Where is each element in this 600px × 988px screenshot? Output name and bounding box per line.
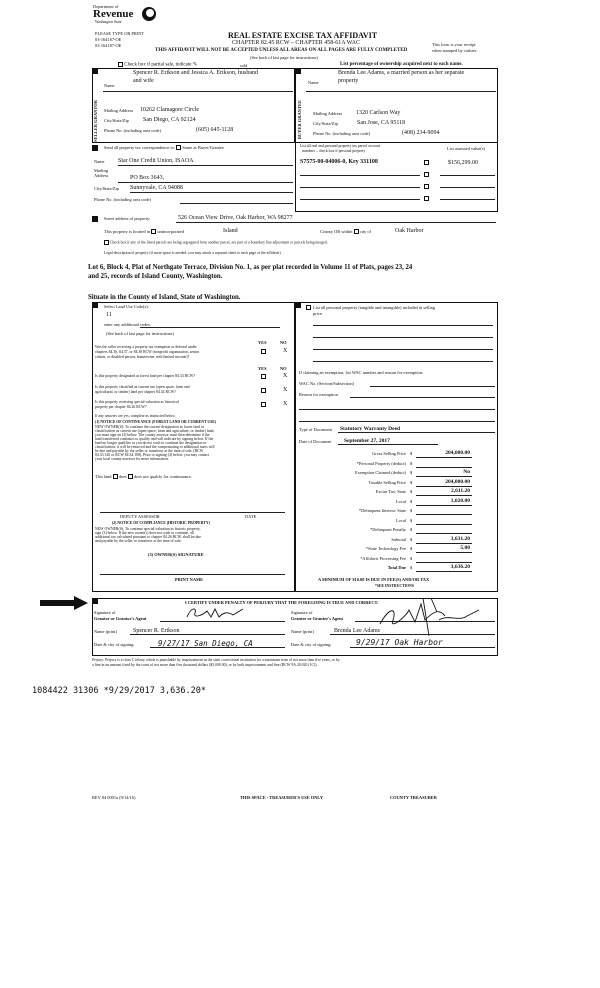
- section-3-marker: [92, 145, 98, 151]
- segregated-checkbox[interactable]: [104, 240, 109, 245]
- q3a: Is this property classified as current use (open space, farm and: [95, 385, 190, 389]
- doc-type-label: Type of Document: [299, 427, 332, 432]
- section-8-marker: [92, 598, 98, 604]
- no-hdr-1: NO: [280, 340, 287, 345]
- q2-no-x: X: [283, 373, 288, 379]
- perjury-2: a fine in an amount fixed by the court of not more than five thousand dollars ($5,000.00), or by both imprisonment and fine (RCW 9A.20.020 (1C)).: [92, 663, 318, 667]
- form-title: REAL ESTATE EXCISE TAX AFFIDAVIT: [228, 31, 378, 40]
- calc-label: Taxable Selling Price: [368, 479, 406, 485]
- calc-line: [416, 524, 472, 525]
- no-hdr-2: NO: [280, 366, 287, 371]
- seller-name-2: and wife: [133, 78, 154, 84]
- grantee-date: 9/29/17 Oak Harbor: [356, 638, 443, 647]
- buyer-name-1: Brenda Lee Adams, a married person as her separate: [338, 70, 465, 76]
- calc-label: Excise Tax: State: [375, 489, 406, 494]
- dollar-sign: $: [410, 546, 413, 551]
- calc-line: [416, 514, 472, 515]
- buyer-phone-value: (408) 234-9094: [402, 130, 440, 136]
- calc-line: [416, 495, 472, 496]
- buyer-name-2: property: [338, 78, 359, 84]
- see-instructions: *SEE INSTRUCTIONS: [375, 584, 414, 588]
- sold-label: sold: [240, 63, 248, 68]
- partial-sale-checkbox[interactable]: [118, 62, 123, 67]
- notice1-text: NEW OWNER(S): To continue the current designation as forest land or classification as current use (open space, farm and agriculture, or timber) land, you must sign on (3) below. The county assessor must then determine if the land transferred continues to qualify and will indicate by signing below. If the land no longer qualifies or you do not wish to continue the designation or classification, it will be removed and the compensating or additional taxes will be due and payable by the seller or transferor at the time of sale. (RCW 84.33.140 or RCW 84.34.108). Prior to signing (3) below, you may contact your local county assessor for more information.: [95, 425, 215, 461]
- dept-line2: Revenue: [93, 8, 134, 20]
- calc-value: 5.00: [460, 545, 470, 551]
- calc-label: *Affidavit Processing Fee: [360, 555, 406, 561]
- city-value: Oak Harbor: [395, 228, 424, 234]
- situate: Situate in the County of Island, State of Washington.: [88, 294, 241, 301]
- dollar-sign: $: [410, 555, 413, 561]
- code-1: 03-164187-OE: [95, 37, 122, 42]
- seller-city-label: City/State/Zip: [104, 118, 129, 123]
- buyer-side-label: BUYER GRANTEE: [297, 100, 302, 140]
- parcels-hdr1: List all real and personal property tax parcel account: [300, 144, 380, 148]
- calc-line: [416, 457, 472, 458]
- grantee-name-label: Name (print): [291, 629, 314, 634]
- yes-hdr-2: YES: [258, 366, 267, 371]
- dollar-sign: $: [410, 536, 413, 542]
- grantee-sig-label1: Signature of: [291, 610, 313, 615]
- buyer-name-label: Name: [308, 80, 319, 85]
- buyer-city-value: San Jose, CA 95118: [357, 120, 406, 126]
- notice2-text: NEW OWNER(S): To continue special valuation as historic property, sign (3) below. If the new owner(s) does not wish to continue, all additional tax calculated pursuant to chapter 84.26 RCW, shall be due and payable by the seller or transferor at the time of sale.: [95, 527, 201, 543]
- q1-no-x: X: [283, 348, 288, 354]
- doc-date-value: September 27, 2017: [344, 438, 390, 444]
- corr-city-label: City/State/Zip: [94, 186, 119, 191]
- seller-name-label: Name: [104, 83, 115, 88]
- does-not-checkbox[interactable]: [128, 474, 133, 479]
- q3-yes-checkbox[interactable]: [261, 388, 266, 393]
- parcel-number: S7575-00-04006-0, Key 331108: [300, 159, 378, 165]
- seller-phone-label: Phone No. (including area code): [104, 128, 161, 133]
- q1c: citizen, or disabled person, homeowner with limited income)?: [95, 355, 190, 359]
- treasurer-note: THIS SPACE - TREASURER'S USE ONLY: [240, 795, 323, 800]
- ownership-hdr: List percentage of ownership acquired next to each name.: [340, 62, 463, 67]
- land-use-label: Select Land Use Code(s):: [104, 304, 149, 309]
- doc-date-label: Date of Document: [299, 439, 332, 444]
- corr-phone-label: Phone No. (including area code): [94, 197, 151, 202]
- legal-line2: and 25, records of Island County, Washington.: [88, 273, 223, 280]
- code-2: 03-164187-OE: [95, 43, 122, 48]
- grantee-name: Brenda Lee Adams: [334, 628, 380, 634]
- calc-line: [416, 533, 472, 534]
- calc-value: 2,611.20: [451, 488, 470, 494]
- calc-label: Local: [396, 517, 406, 523]
- cashier-stamp: 1084422 31306 *9/29/2017 3,636.20*: [32, 686, 206, 696]
- chapter: CHAPTER 82.45 RCW – CHAPTER 458-61A WAC: [232, 40, 360, 46]
- section-6-marker: [295, 302, 301, 308]
- calc-label: Subtotal: [391, 536, 406, 542]
- calc-value: 3,631.20: [450, 535, 470, 542]
- calc-line: [416, 467, 472, 468]
- calc-line: [416, 571, 472, 572]
- section-2-marker: [295, 68, 301, 74]
- assessed-hdr: List assessed value(s): [447, 146, 486, 151]
- dollar-sign: $: [410, 489, 413, 494]
- q2: Is this property designated as forest land per chapter 84.33 RCW?: [95, 374, 196, 378]
- dollar-sign: $: [410, 565, 413, 570]
- county-treasurer: COUNTY TREASURER: [390, 795, 437, 800]
- grantor-name: Spencer R. Erikson: [133, 628, 180, 634]
- lu-see-back: (See back of last page for instructions): [106, 331, 174, 336]
- dollar-sign: $: [410, 527, 413, 532]
- calc-label: *Delinquent Interest: State: [358, 508, 406, 513]
- grantor-date: 9/27/17 San Diego, CA: [158, 639, 253, 648]
- county-label: County OR within city of: [320, 229, 372, 234]
- dollar-sign: $: [410, 479, 413, 485]
- personal-label2: price.: [313, 311, 323, 316]
- corr-name-label: Name: [94, 159, 105, 164]
- grantor-date-label: Date & city of signing:: [94, 642, 135, 647]
- partial-sale: Check box if partial sale, indicate %: [118, 62, 197, 68]
- county-value: Island: [223, 228, 238, 234]
- calc-value: No: [463, 469, 470, 475]
- calc-label: Total Due: [387, 565, 406, 570]
- certify-text: I CERTIFY UNDER PENALTY OF PERJURY THAT THE FOREGOING IS TRUE AND CORRECT.: [185, 600, 379, 605]
- rev-code: REV 84 0001a (9/14/16): [92, 795, 136, 800]
- calc-value: 204,000.00: [445, 450, 470, 456]
- seller-mailing-value: 10262 Clamagore Circle: [140, 107, 199, 113]
- calc-line: [416, 543, 472, 544]
- tax-corr-label: Send all property tax correspondence to: Same as Buyer/Grantee: [104, 145, 224, 150]
- exemption-label: If claiming an exemption, list WAC number and reason for exemption:: [299, 370, 424, 375]
- land-does: This land does does not qualify for continuance.: [95, 474, 192, 479]
- buyer-phone-label: Phone No. (including area code): [313, 131, 370, 136]
- land-use-code: 11: [106, 312, 112, 318]
- grantor-sig-label2: Grantor or Grantor's Agent: [94, 616, 147, 621]
- calc-label: Exemption Claimed (deduct): [355, 470, 406, 475]
- grantor-name-label: Name (print): [94, 629, 117, 634]
- print-name: PRINT NAME: [175, 577, 204, 582]
- corr-mailing-value: PO Box 3643,: [130, 175, 165, 181]
- dollar-sign: $: [410, 508, 413, 513]
- dollar-sign: $: [410, 460, 413, 466]
- receipt-note2: when stamped by cashier.: [432, 48, 478, 53]
- wac-label: WAC No. (Section/Subsection): [299, 381, 354, 386]
- corr-name-value: Star One Credit Union, ISAOA: [118, 158, 194, 164]
- please-type: PLEASE TYPE OR PRINT: [95, 31, 145, 36]
- dollar-sign: $: [410, 451, 413, 456]
- q4a: Is this property receiving special valuation as historical: [95, 400, 179, 404]
- calc-line: [416, 552, 472, 553]
- section-4-marker: [92, 216, 98, 222]
- calc-label: *Delinquent Penalty: [370, 527, 406, 532]
- notice2-title: (2) NOTICE OF COMPLIANCE (HISTORIC PROPERTY): [112, 521, 210, 525]
- dollar-sign: $: [410, 517, 413, 523]
- calc-label: Local: [396, 498, 406, 504]
- calc-label: *Personal Property (deduct): [356, 460, 406, 466]
- calc-label: Gross Selling Price: [372, 451, 406, 456]
- receipt-note1: This form is your receipt: [432, 42, 476, 47]
- owner-sig: (3) OWNER(S) SIGNATURE: [148, 552, 204, 557]
- deputy-date: DATE: [245, 514, 257, 519]
- assessed-value: $156,299.00: [448, 160, 478, 166]
- dept-line1: Department of: [93, 4, 119, 9]
- same-as-buyer-checkbox[interactable]: [176, 145, 181, 150]
- minimum-note: A MINIMUM OF $10.00 IS DUE IN FEE(S) AND/OR TAX: [318, 577, 430, 582]
- grantee-sig-label2: Grantee or Grantee's Agent: [291, 616, 343, 621]
- q4-no-x: X: [283, 401, 288, 407]
- warning: THIS AFFIDAVIT WILL NOT BE ACCEPTED UNLESS ALL AREAS ON ALL PAGES ARE FULLY COMPLETED: [155, 48, 408, 53]
- parcels-hdr2: numbers – check box if personal property: [302, 149, 366, 153]
- dollar-sign: $: [410, 498, 413, 504]
- segregated-note: Check box if any of the listed parcels are being segregated from another parcel, are part of a boundary line adjustment or parcels being merged.: [104, 240, 328, 245]
- q1b: chapters 84.36, 84.37, or 84.38 RCW (nonprofit organization, senior: [95, 350, 200, 354]
- seller-city-value: San Diego, CA 92124: [143, 117, 196, 123]
- calc-value: 1,020.00: [450, 497, 470, 504]
- seller-side-label: SELLER GRANTOR: [93, 100, 98, 142]
- arrow-icon: [40, 596, 90, 610]
- buyer-mailing-label: Mailing Address: [313, 111, 343, 116]
- reason-label: Reason for exemption: [299, 392, 338, 397]
- city-checkbox[interactable]: [354, 229, 359, 234]
- yes-hdr-1: YES: [258, 340, 267, 345]
- calc-line: [416, 505, 472, 506]
- calc-line: [416, 486, 472, 487]
- street-label: Street address of property:: [104, 216, 151, 221]
- dollar-sign: $: [410, 470, 413, 475]
- section-5-marker: [92, 302, 98, 308]
- section-1-marker: [92, 68, 98, 74]
- seller-mailing-label: Mailing Address: [104, 108, 134, 113]
- buyer-city-label: City/State/Zip: [313, 121, 338, 126]
- corr-city-value: Sunnyvale, CA 94088: [130, 185, 183, 191]
- q4b: property per chapter 84.26 RCW?: [95, 405, 147, 409]
- buyer-mailing-value: 1320 Carlson Way: [356, 110, 401, 116]
- q4-yes-checkbox[interactable]: [261, 402, 266, 407]
- calc-value: 3,636.20: [450, 564, 470, 570]
- additional-codes: enter any additional codes:: [104, 322, 152, 327]
- personal-label1: List all personal property (tangible and intangible) included in selling: [313, 305, 436, 310]
- perjury-1: Perjury: Perjury is a class C felony which is punishable by imprisonment in the state correctional institution for a maximum term of not more than five years, or by: [92, 658, 340, 662]
- located-label: This property is located in unincorporated: [104, 229, 184, 234]
- grantee-signature: [375, 596, 495, 642]
- corr-mailing-label: Mailing Address: [94, 168, 109, 178]
- does-checkbox[interactable]: [113, 474, 118, 479]
- grantor-sig-label1: Signature of: [94, 610, 116, 615]
- legal-line1: Lot 6, Block 4, Plat of Northgate Terrace, Division No. 1, as per plat recorded in Volume 11 of Plats, pages 23, 24: [88, 264, 413, 271]
- street-value: 526 Ocean View Drive, Oak Harbor, WA 98277: [178, 215, 293, 221]
- personal-property-checkbox[interactable]: [424, 160, 429, 165]
- q3b: agricultural, or timber) land per chapter 84.34 RCW?: [95, 390, 176, 394]
- seller-phone-value: (605) 645-1128: [196, 127, 234, 133]
- revenue-logo-icon: [141, 6, 157, 22]
- deputy-assessor: DEPUTY ASSESSOR: [120, 514, 160, 519]
- q3-no-x: X: [283, 387, 288, 393]
- logo: [93, 4, 163, 34]
- dept-line3: Washington State: [95, 20, 122, 24]
- seller-name-1: Spencer R. Erikson and Jessica A. Erikson, husband: [133, 70, 258, 76]
- calc-value: 204,000.00: [445, 478, 470, 485]
- calc-label: *State Technology Fee: [365, 546, 406, 551]
- calc-line: [416, 476, 472, 477]
- q1-yes-checkbox[interactable]: [261, 349, 266, 354]
- legal-label: Legal description of property (if more space is needed, you may attach a separate sheet to each page of the affidavit): [104, 251, 281, 255]
- if-yes: If any answers are yes, complete as instructed below.: [95, 414, 176, 418]
- q2-yes-checkbox[interactable]: [261, 374, 266, 379]
- notice1-title: (1) NOTICE OF CONTINUANCE (FOREST LAND OR CURRENT USE): [95, 420, 217, 424]
- grantor-signature: [185, 605, 245, 621]
- doc-type-value: Statutory Warranty Deed: [340, 426, 401, 432]
- q1a: Was the seller receiving a property tax exemption or deferral under: [95, 345, 197, 349]
- grantee-date-label: Date & city of signing:: [291, 642, 332, 647]
- see-back: (See back of last page for instructions): [250, 55, 318, 60]
- calc-line: [416, 562, 472, 563]
